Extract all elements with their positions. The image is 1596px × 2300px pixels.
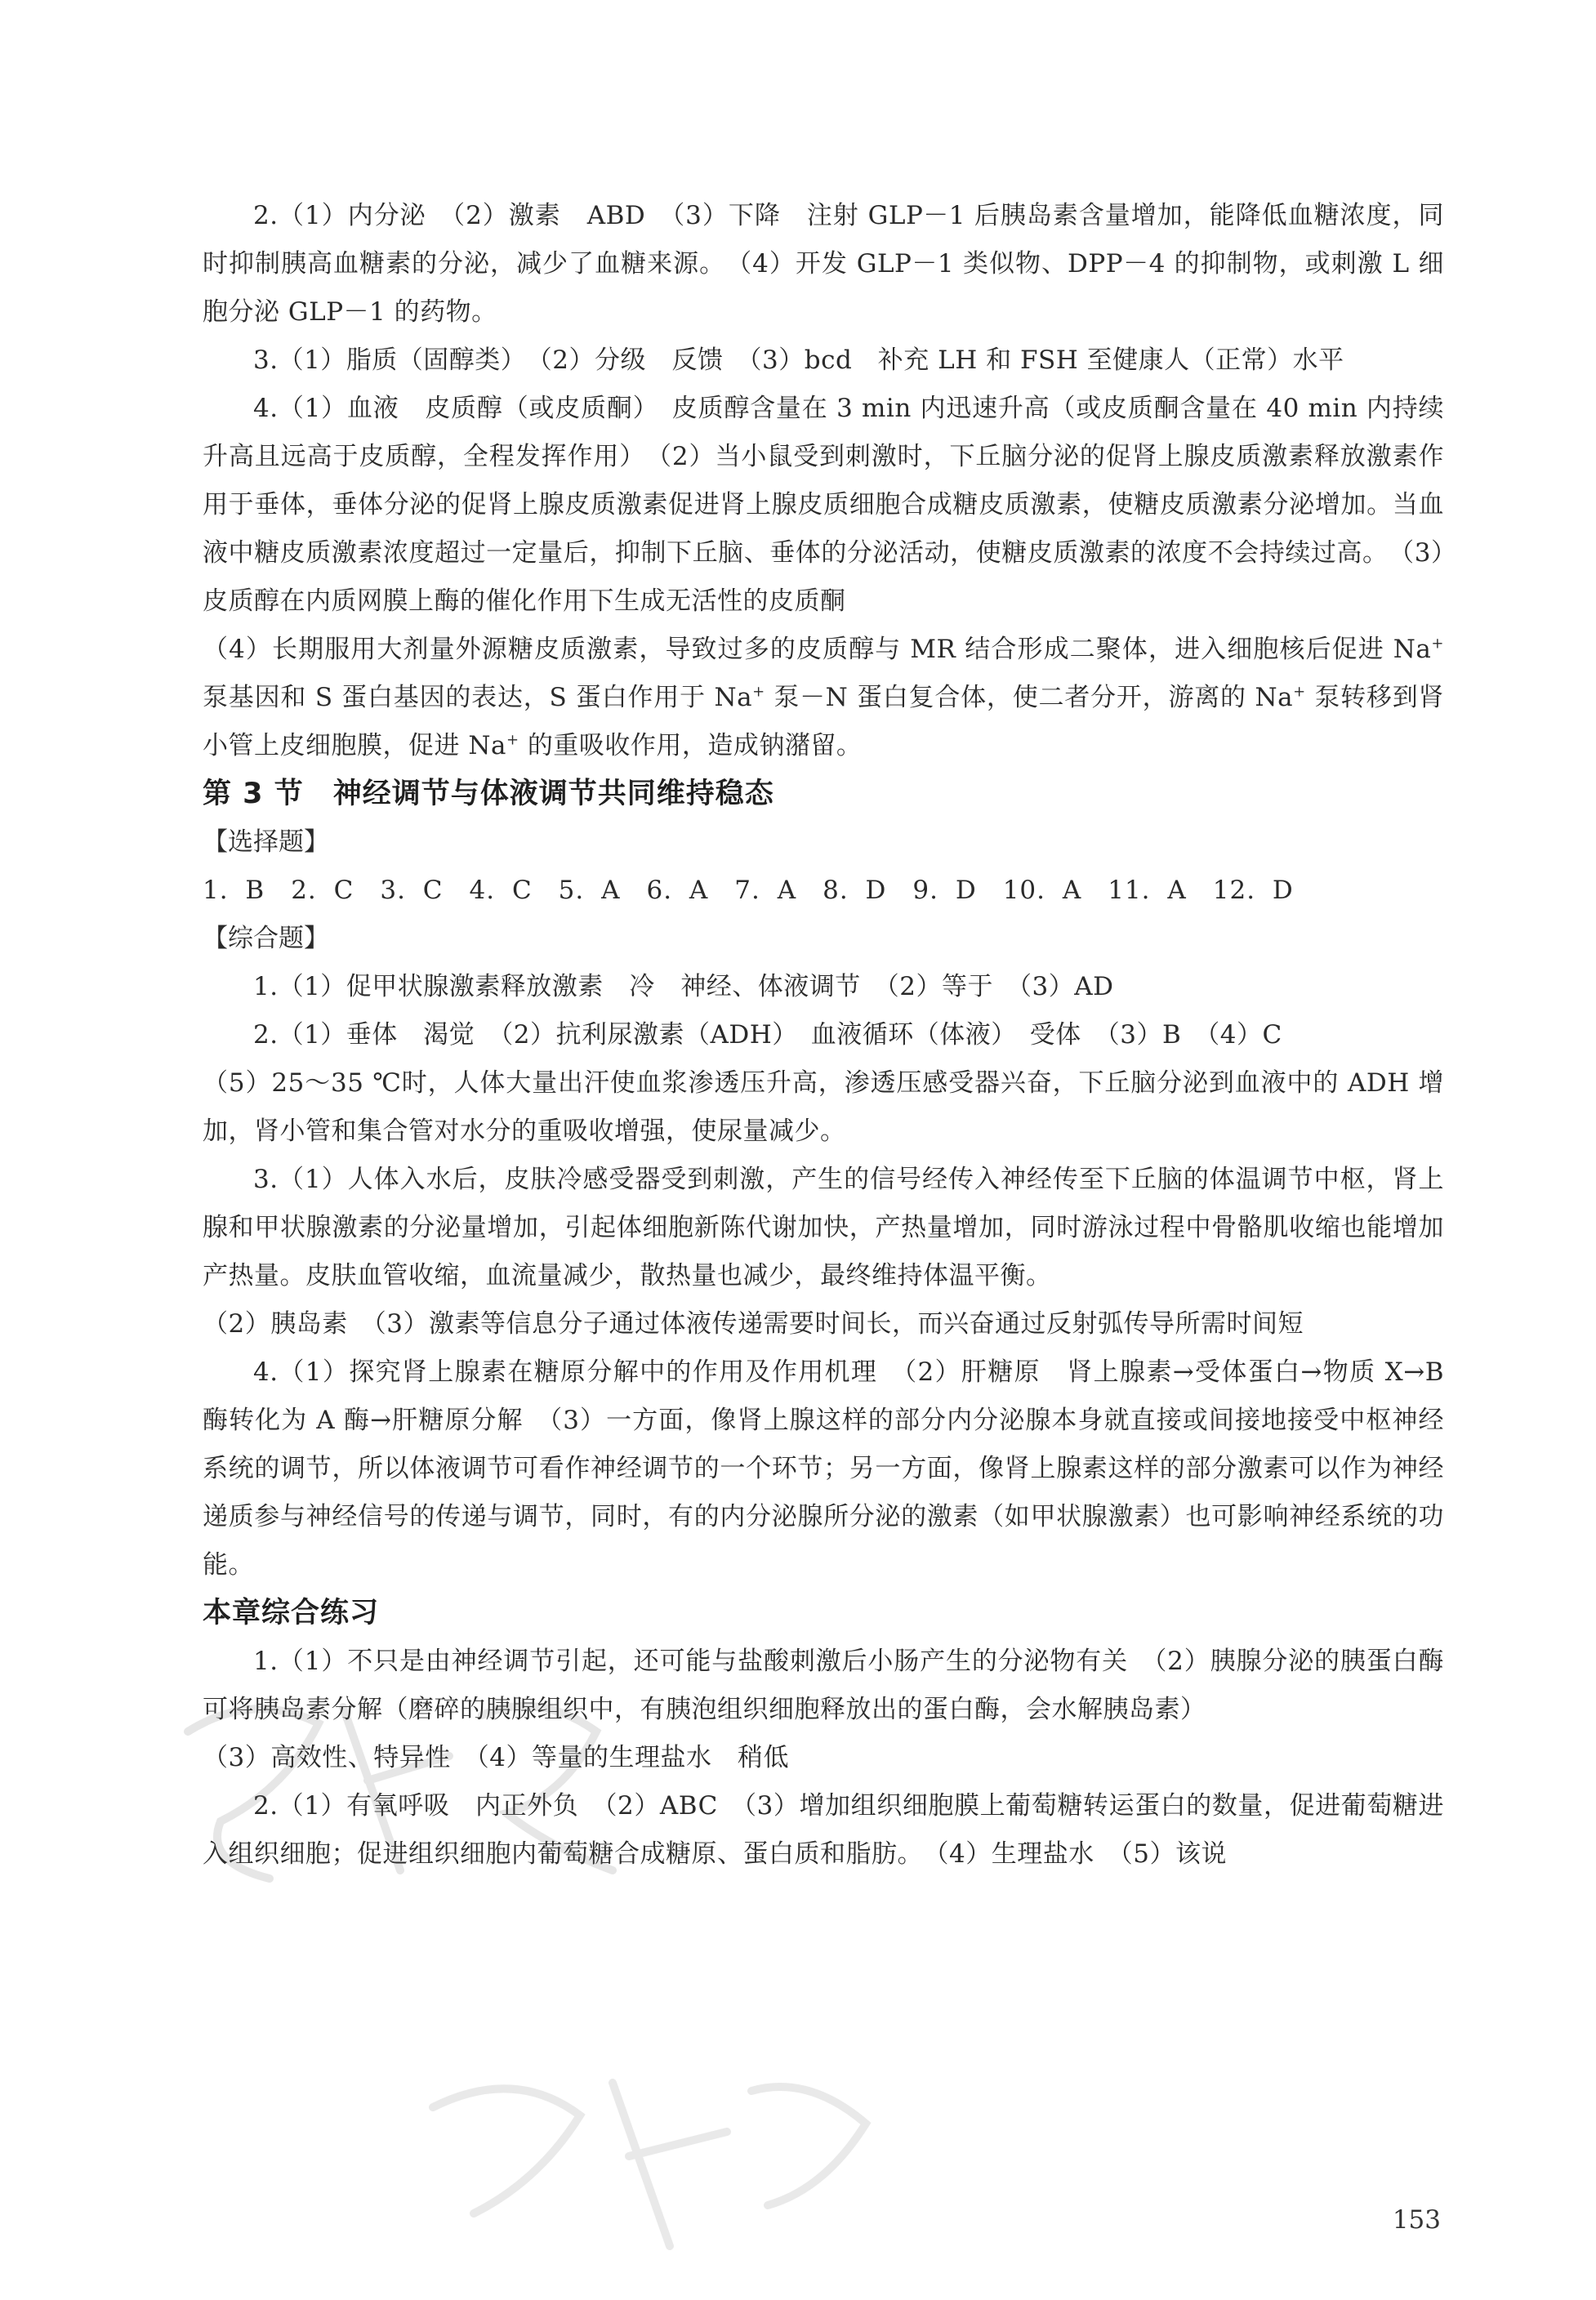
q4-text-c: 泵－N 蛋白复合体，使二者分开，游离的 Na: [765, 683, 1294, 712]
comprehensive-label: 【综合题】: [203, 924, 329, 953]
comprehensive-q2-part5: （5）25～35 ℃时，人体大量出汗使血浆渗透压升高，渗透压感受器兴奋，下丘脑分泌到血液中的 ADH 增加，肾小管和集合管对水分的重吸收增强，使尿量减少。: [203, 1068, 1444, 1146]
section-3-title: 第 3 节 神经调节与体液调节共同维持稳态: [203, 778, 774, 810]
superscript-plus: +: [506, 731, 519, 749]
answer-q4-part2: [203, 626, 1444, 770]
chapter-q1-part2: （3）高效性、特异性 （4）等量的生理盐水 稍低: [203, 1743, 789, 1772]
superscript-plus: +: [1431, 635, 1444, 653]
answer-q4-part1: 4.（1）血液 皮质醇（或皮质酮） 皮质醇含量在 3 min 内迅速升高（或皮质酮含量在 40 min 内持续升高且远高于皮质醇，全程发挥作用） （2）当小鼠受到刺激时，下丘脑分泌的促肾上腺皮质激素释放激素作用于垂体，垂体分泌的促肾上腺皮质激素促进肾上腺皮质细胞合成糖皮质激素，使糖皮质激素分泌增加。当血液中糖皮质激素浓度超过一定量后，抑制下丘脑、垂体的分泌活动，使糖皮质激素的浓度不会持续过高。 （3）皮质醇在内质网膜上酶的催化作用下生成无活性的皮质酮: [203, 394, 1444, 616]
answer-q2: 2.（1）内分泌 （2）激素 ABD （3）下降 注射 GLP－1 后胰岛素含量增加，能降低血糖浓度，同时抑制胰高血糖素的分泌，减少了血糖来源。 （4）开发 GLP－1 类似物、DPP－4 的抑制物，或刺激 L 细胞分泌 GLP－1 的药物。: [203, 201, 1444, 327]
watermark-graphic: [400, 2042, 907, 2287]
superscript-plus: +: [1293, 683, 1306, 701]
comprehensive-q3-part2: （2）胰岛素 （3）激素等信息分子通过体液传递需要时间长，而兴奋通过反射弧传导所需时间短: [203, 1309, 1304, 1339]
q4-text-b: 泵基因和 S 蛋白基因的表达，S 蛋白作用于 Na: [203, 683, 753, 712]
superscript-plus: +: [752, 683, 765, 701]
chapter-practice-title: 本章综合练习: [203, 1597, 380, 1629]
choice-answers: 1. B 2. C 3. C 4. C 5. A 6. A 7. A 8. D 9. D 10. A 11. A 12. D: [203, 876, 1294, 905]
answer-q3: 3.（1）脂质（固醇类） （2）分级 反馈 （3）bcd 补充 LH 和 FSH 至健康人（正常）水平: [253, 345, 1344, 375]
page-content: [203, 192, 1444, 1879]
q4-text-e: 的重吸收作用，造成钠潴留。: [519, 731, 863, 760]
comprehensive-q3: 3.（1）人体入水后，皮肤冷感受器受到刺激，产生的信号经传入神经传至下丘脑的体温调节中枢，肾上腺和甲状腺激素的分泌量增加，引起体细胞新陈代谢加快，产热量增加，同时游泳过程中骨骼肌收缩也能增加产热量。皮肤血管收缩，血流量减少，散热量也减少，最终维持体温平衡。: [203, 1165, 1444, 1290]
page-number: 153: [1392, 2205, 1441, 2235]
q4-text-d: 泵转移到肾小管上皮细胞膜，促进 Na: [203, 683, 1445, 760]
comprehensive-q4: 4.（1）探究肾上腺素在糖原分解中的作用及作用机理 （2）肝糖原 肾上腺素→受体蛋白→物质 X→B 酶转化为 A 酶→肝糖原分解 （3）一方面，像肾上腺这样的部分内分泌腺本身就直接或间接地接受中枢神经系统的调节，所以体液调节可看作神经调节的一个环节；另一方面，像肾上腺素这样的部分激素可以作为神经递质参与神经信号的传递与调节，同时，有的内分泌腺所分泌的激素（如甲状腺激素）也可影响神经系统的功能。: [203, 1357, 1444, 1580]
comprehensive-q1: 1.（1）促甲状腺激素释放激素 冷 神经、体液调节 （2）等于 （3）AD: [253, 972, 1114, 1001]
comprehensive-q2: 2.（1）垂体 渴觉 （2）抗利尿激素（ADH） 血液循环（体液） 受体 （3）B （4）C: [253, 1020, 1282, 1050]
choice-label: 【选择题】: [203, 827, 329, 857]
chapter-q1: 1.（1）不只是由神经调节引起，还可能与盐酸刺激后小肠产生的分泌物有关 （2）胰腺分泌的胰蛋白酶可将胰岛素分解（磨碎的胰腺组织中，有胰泡组织细胞释放出的蛋白酶，会水解胰岛素）: [203, 1647, 1444, 1724]
chapter-q2: 2.（1）有氧呼吸 内正外负 （2）ABC （3）增加组织细胞膜上葡萄糖转运蛋白的数量，促进葡萄糖进入组织细胞；促进组织细胞内葡萄糖合成糖原、蛋白质和脂肪。 （4）生理盐水 （5）该说: [203, 1791, 1444, 1869]
q4-text-a: （4）长期服用大剂量外源糖皮质激素，导致过多的皮质醇与 MR 结合形成二聚体，进入细胞核后促进 Na: [203, 635, 1432, 664]
